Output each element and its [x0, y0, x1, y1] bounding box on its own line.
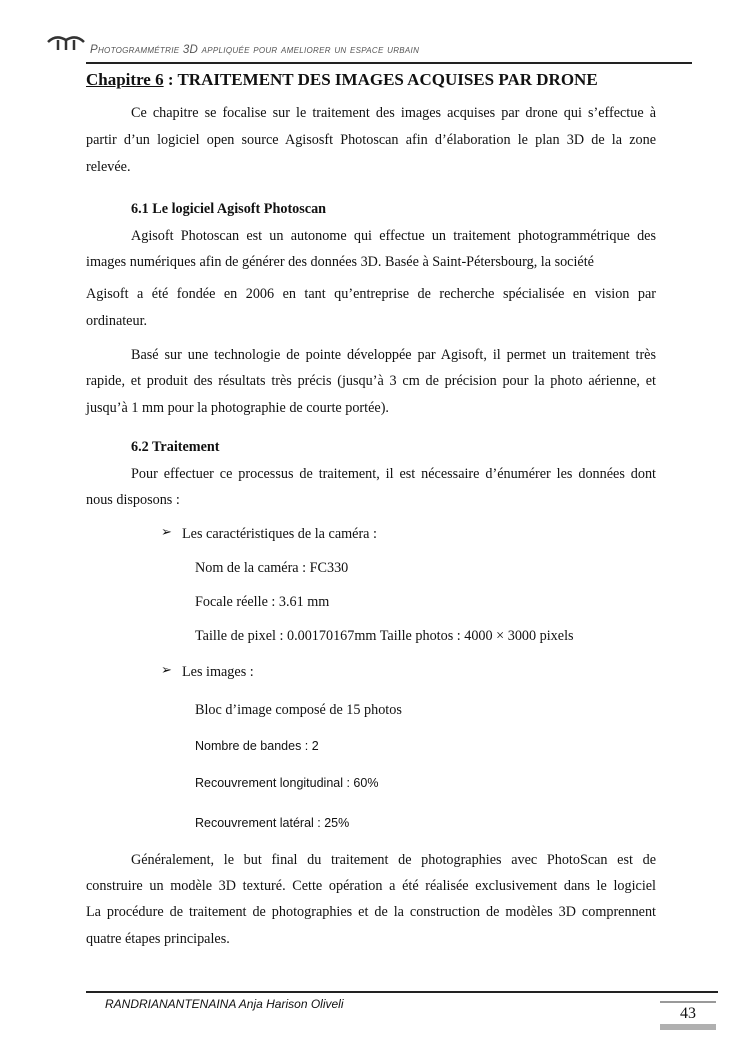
paragraph-line: Basé sur une technologie de pointe développée par Agisoft, il permet un traitement très [131, 347, 656, 363]
page-number: 43 [680, 1005, 696, 1022]
paragraph-line: Agisoft a été fondée en 2006 en tant qu’entreprise de recherche spécialisée en vision par [86, 286, 656, 302]
paragraph-line: relevée. [86, 159, 131, 175]
chapter-name: : TRAITEMENT DES IMAGES ACQUISES PAR DRONE [163, 70, 598, 89]
chapter-title [86, 70, 598, 90]
paragraph-line: quatre étapes principales. [86, 931, 230, 947]
camera-detail: Focale réelle : 3.61 mm [195, 594, 330, 610]
paragraph-line: construire un modèle 3D texturé. Cette opération a été réalisée exclusivement dans le logiciel [86, 878, 656, 894]
camera-detail: Nom de la caméra : FC330 [195, 560, 349, 576]
paragraph-line: jusqu’à 1 mm pour la photographie de courte portée). [86, 400, 389, 416]
image-detail: Bloc d’image composé de 15 photos [195, 702, 402, 718]
section-heading: 6.1 Le logiciel Agisoft Photoscan [131, 201, 327, 217]
image-detail: Nombre de bandes : 2 [195, 739, 319, 753]
footer-rule [86, 991, 718, 993]
footer-author: RANDRIANANTENAINA Anja Harison Oliveli [105, 997, 344, 1011]
bullet-item: Les caractéristiques de la caméra : [182, 526, 377, 542]
arrow-bullet-icon: ➢ [161, 524, 172, 539]
paragraph-line: Agisoft Photoscan est un autonome qui effectue un traitement photogrammétrique des [131, 228, 656, 244]
paragraph-line: La procédure de traitement de photographies et de la construction de modèles 3D comprennent [86, 904, 656, 920]
bullet-item: Les images : [182, 664, 254, 680]
paragraph-line: ordinateur. [86, 313, 148, 329]
chapter-number: Chapitre 6 [86, 70, 164, 89]
image-detail: Recouvrement longitudinal : 60% [195, 776, 379, 790]
page-number-bar [660, 1024, 716, 1030]
image-detail: Recouvrement latéral : 25% [195, 816, 350, 830]
header-rule [86, 62, 692, 64]
paragraph-line: rapide, et produit des résultats très précis (jusqu’à 3 cm de précision pour la photo aérienne, et [86, 373, 656, 389]
paragraph-line: Pour effectuer ce processus de traitement, il est nécessaire d’énumérer les données dont [131, 466, 656, 482]
page-number-rule [660, 1001, 716, 1003]
running-header: Photogrammétrie 3D appliquée pour ameliorer un espace urbain [90, 44, 420, 56]
camera-detail: Taille de pixel : 0.00170167mm Taille photos : 4000 × 3000 pixels [195, 628, 574, 644]
paragraph-line: Généralement, le but final du traitement de photographies avec PhotoScan est de [131, 852, 656, 868]
paragraph-line: Ce chapitre se focalise sur le traitement des images acquises par drone qui s’effectue à [131, 105, 656, 121]
paragraph-line: partir d’un logiciel open source Agisosft Photoscan afin d’élaboration le plan 3D de la zone [86, 132, 656, 148]
section-heading: 6.2 Traitement [131, 439, 220, 455]
arrow-bullet-icon: ➢ [161, 662, 172, 677]
paragraph-line: images numériques afin de générer des données 3D. Basée à Saint-Pétersbourg, la société [86, 254, 594, 270]
logo-icon [46, 34, 86, 52]
paragraph-line: nous disposons : [86, 492, 180, 508]
